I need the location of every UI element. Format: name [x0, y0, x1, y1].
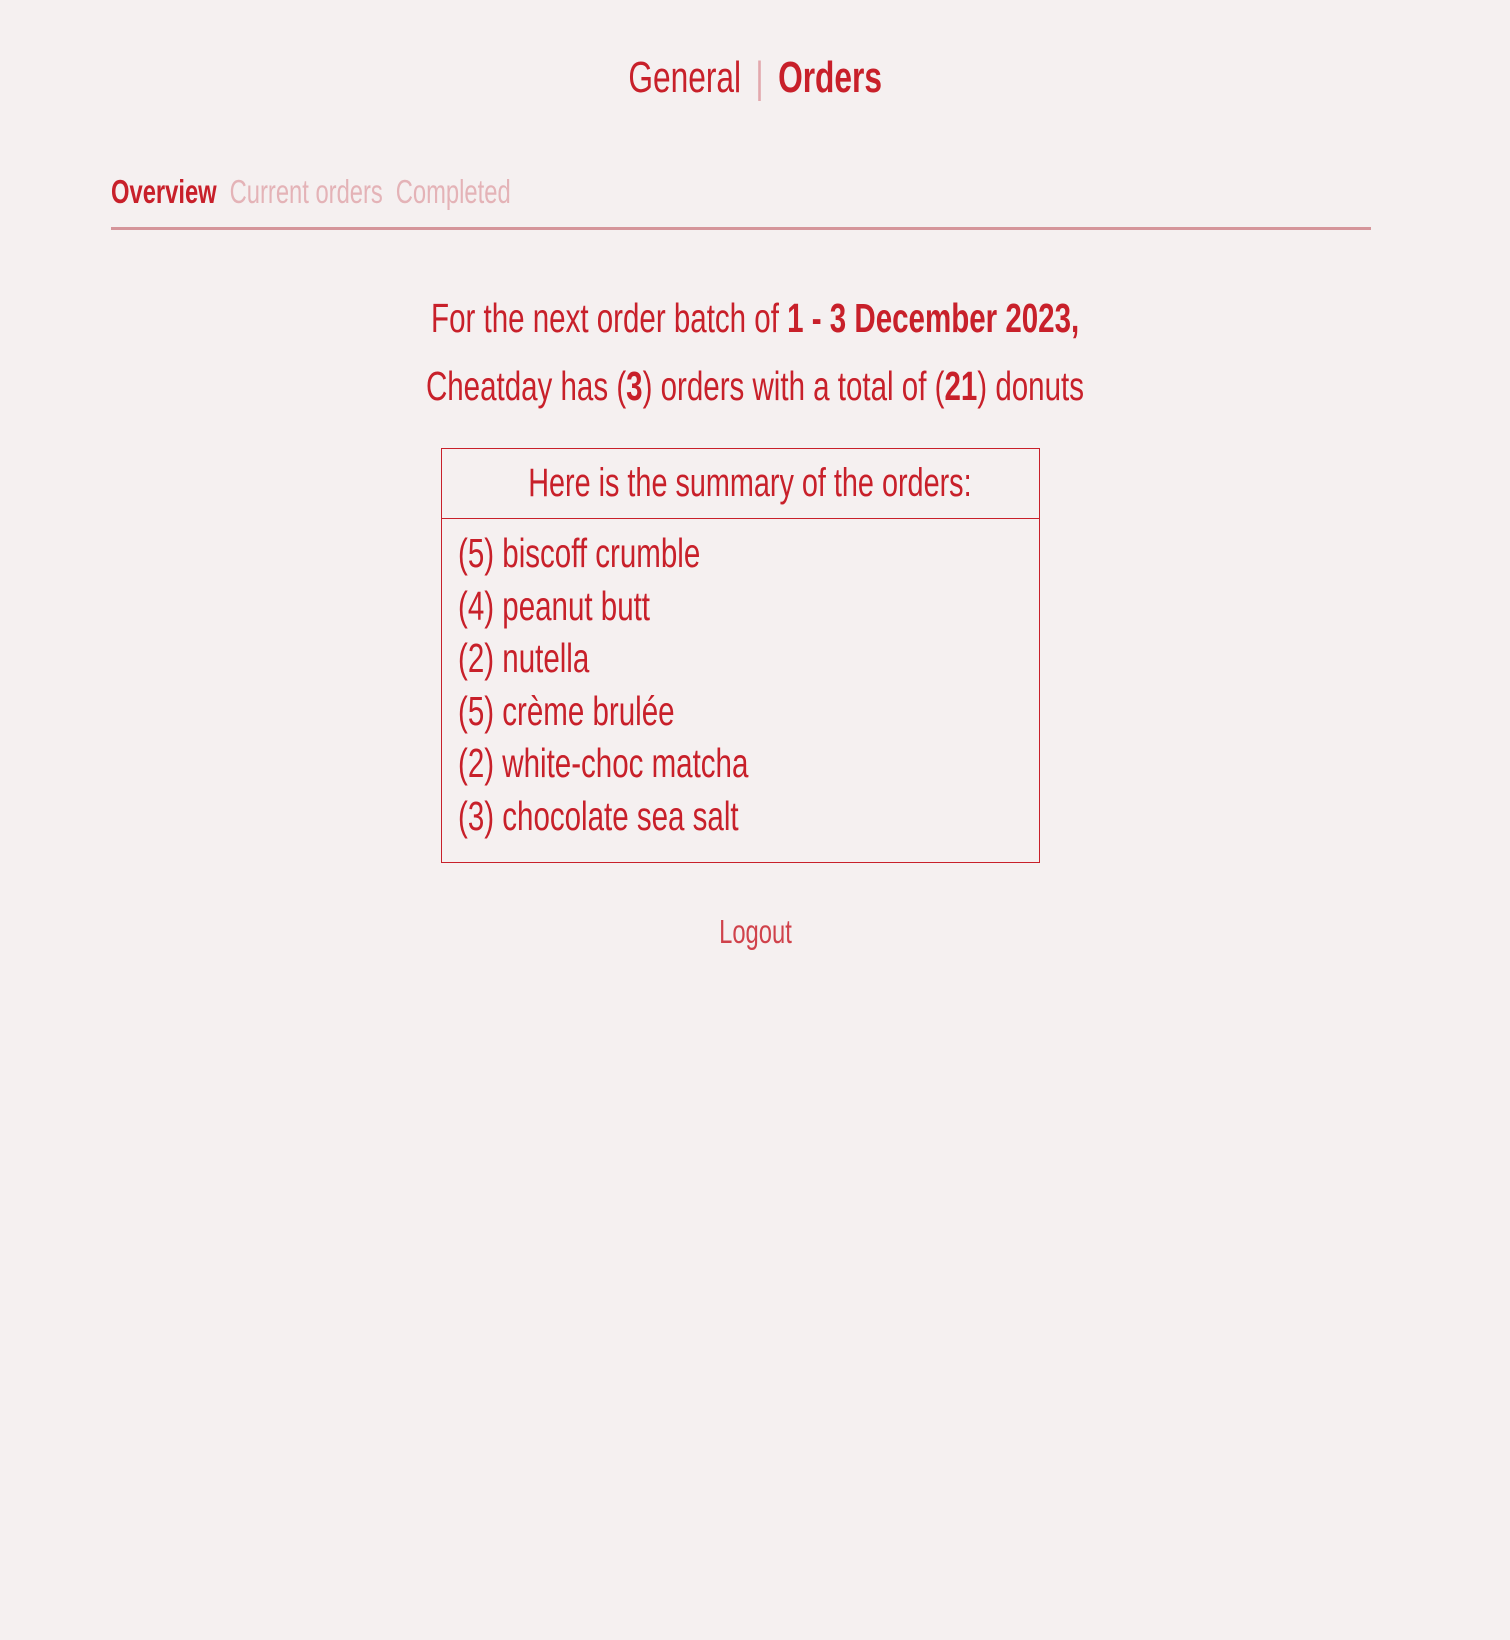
- batch-totals-line: [0, 358, 1510, 414]
- section-switcher: [0, 48, 1510, 108]
- summary-heading: [442, 449, 1039, 519]
- orders-link[interactable]: Orders: [777, 53, 882, 102]
- tab-bar: [111, 170, 684, 214]
- list-item: [458, 580, 1039, 633]
- list-item: [458, 632, 1039, 685]
- order-summary-box: [441, 448, 1040, 863]
- tab-current-orders[interactable]: Current orders: [229, 173, 383, 210]
- totals-mid-text: ) orders with a total of (: [642, 363, 945, 409]
- list-item: [458, 790, 1039, 843]
- summary-item-text: (2) nutella: [458, 635, 590, 681]
- summary-heading-text: Here is the summary of the orders:: [528, 461, 972, 505]
- order-count: 3: [626, 363, 643, 409]
- tab-completed[interactable]: Completed: [395, 173, 511, 210]
- tab-overview[interactable]: Overview: [111, 173, 217, 210]
- logout-link[interactable]: Logout: [718, 913, 792, 950]
- donut-total: 21: [944, 363, 978, 409]
- header-separator: |: [755, 53, 764, 102]
- summary-item-text: (3) chocolate sea salt: [458, 792, 739, 839]
- logout-row: [0, 908, 1510, 956]
- list-item: [458, 685, 1039, 738]
- tab-divider: [111, 227, 1371, 230]
- shop-prefix: Cheatday has (: [425, 363, 627, 409]
- summary-item-text: (2) white-choc matcha: [458, 740, 749, 786]
- batch-dates: 1 - 3 December 2023,: [786, 295, 1080, 341]
- summary-item-text: (5) biscoff crumble: [458, 530, 701, 576]
- summary-item-text: (5) crème brulée: [458, 687, 675, 734]
- totals-suffix: ) donuts: [977, 363, 1085, 409]
- batch-intro-text: For the next order batch of: [430, 295, 787, 341]
- summary-list: [442, 519, 1039, 842]
- batch-intro-line: [0, 290, 1510, 346]
- summary-item-text: (4) peanut butt: [458, 582, 651, 629]
- list-item: [458, 527, 1039, 580]
- general-link[interactable]: General: [628, 53, 741, 102]
- list-item: [458, 737, 1039, 790]
